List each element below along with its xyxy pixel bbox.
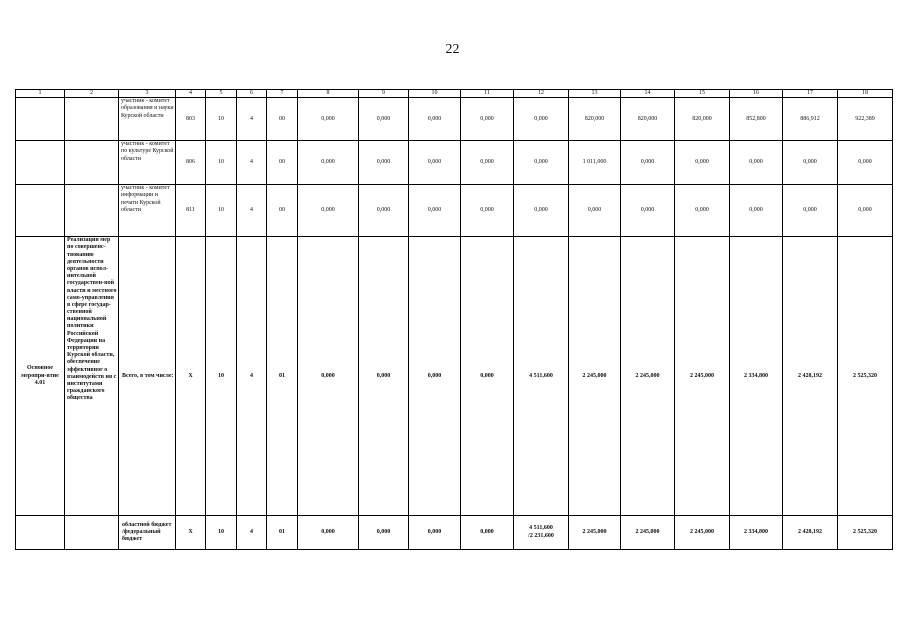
cell-value: 0,000 <box>359 185 409 237</box>
column-header: 10 <box>409 90 461 98</box>
cell-value: 0,000 <box>514 185 569 237</box>
cell-value: 0,000 <box>298 141 359 185</box>
column-header: 6 <box>237 90 267 98</box>
cell-participant: Всего, в том числе: <box>119 237 176 516</box>
cell-value: 2 334,800 <box>730 516 783 550</box>
cell-value: 2 245,000 <box>621 516 675 550</box>
cell-value: 0,000 <box>461 98 514 141</box>
cell-value: 2 245,000 <box>675 237 730 516</box>
cell-value: 0,000 <box>359 98 409 141</box>
column-header: 1 <box>16 90 65 98</box>
cell-status <box>16 185 65 237</box>
cell-participant: участник - комитет по культуре Курской области <box>119 141 176 185</box>
cell-value: 2 428,192 <box>783 516 838 550</box>
column-header: 12 <box>514 90 569 98</box>
cell-code: 4 <box>237 185 267 237</box>
column-header: 18 <box>838 90 893 98</box>
cell-value: 886,912 <box>783 98 838 141</box>
cell-value: 852,800 <box>730 98 783 141</box>
cell-value: 0,000 <box>514 141 569 185</box>
table-row <box>16 237 893 516</box>
column-header: 4 <box>176 90 206 98</box>
cell-status <box>16 516 65 550</box>
cell-value: 0,000 <box>675 141 730 185</box>
cell-code: 4 <box>237 141 267 185</box>
cell-code: Х <box>176 516 206 550</box>
value-federal-budget: /2 231,600 <box>528 532 554 539</box>
cell-value: 2 525,320 <box>838 516 893 550</box>
cell-value: 0,000 <box>621 185 675 237</box>
cell-value: 0,000 <box>838 141 893 185</box>
cell-value: 0,000 <box>730 141 783 185</box>
cell-value: 2 245,000 <box>569 237 621 516</box>
page-number: 22 <box>445 42 460 57</box>
column-header: 3 <box>119 90 176 98</box>
cell-value: 0,000 <box>359 141 409 185</box>
cell-value: 1 011,000 <box>569 141 621 185</box>
table-row <box>16 98 893 141</box>
cell-name <box>65 185 119 237</box>
column-header: 5 <box>206 90 237 98</box>
cell-code: 10 <box>206 237 237 516</box>
column-header: 8 <box>298 90 359 98</box>
column-header: 13 <box>569 90 621 98</box>
cell-code: 01 <box>267 516 298 550</box>
table-row <box>16 516 893 550</box>
cell-value: 0,000 <box>298 516 359 550</box>
cell-value: 0,000 <box>783 185 838 237</box>
cell-code: 00 <box>267 98 298 141</box>
column-header: 17 <box>783 90 838 98</box>
cell-value: 922,389 <box>838 98 893 141</box>
cell-value: 0,000 <box>675 185 730 237</box>
column-header: 7 <box>267 90 298 98</box>
cell-code: 811 <box>176 185 206 237</box>
column-header: 9 <box>359 90 409 98</box>
cell-code: 01 <box>267 237 298 516</box>
cell-code: 00 <box>267 141 298 185</box>
cell-value: 820,000 <box>569 98 621 141</box>
cell-value: 4 511,600 <box>514 237 569 516</box>
cell-value: 2 245,000 <box>569 516 621 550</box>
cell-code: 806 <box>176 141 206 185</box>
cell-value: 2 245,000 <box>675 516 730 550</box>
column-header: 16 <box>730 90 783 98</box>
cell-value: 2 245,000 <box>621 237 675 516</box>
cell-value: 0,000 <box>409 98 461 141</box>
cell-value: 0,000 <box>461 141 514 185</box>
value-regional-budget: 4 511,600 <box>529 525 553 532</box>
cell-name <box>65 141 119 185</box>
cell-name <box>65 98 119 141</box>
cell-value: 0,000 <box>409 141 461 185</box>
cell-code: 10 <box>206 98 237 141</box>
cell-value: 2 525,320 <box>838 237 893 516</box>
cell-participant: участник - комитет образования и науки Курской области <box>119 98 176 141</box>
cell-status: Основное меропри-ятие 4.01 <box>16 237 65 516</box>
table-row <box>16 185 893 237</box>
cell-value: 0,000 <box>298 237 359 516</box>
cell-value: 0,000 <box>783 141 838 185</box>
cell-value: 0,000 <box>359 237 409 516</box>
cell-value: 0,000 <box>298 185 359 237</box>
cell-value: 2 334,800 <box>730 237 783 516</box>
cell-value <box>514 516 569 550</box>
cell-value: 820,000 <box>675 98 730 141</box>
column-header: 15 <box>675 90 730 98</box>
column-header: 2 <box>65 90 119 98</box>
cell-code: 10 <box>206 141 237 185</box>
cell-participant: областной бюджет /федеральный бюджет <box>119 516 176 550</box>
cell-code: 10 <box>206 185 237 237</box>
cell-name: Реализация мер по совершенс-твованию деятельности органов испол-нительной государствен-ной власти и местного само-управления в сфере государ-ственной национальной политики Российской Федерации на территории Курской области, обеспечение эффективног о взаимодейств ия с институтами гражданского общества <box>65 237 119 516</box>
cell-code: 4 <box>237 98 267 141</box>
table-row <box>16 141 893 185</box>
cell-value: 0,000 <box>621 141 675 185</box>
cell-code: 4 <box>237 237 267 516</box>
cell-code: Х <box>176 237 206 516</box>
cell-value: 2 428,192 <box>783 237 838 516</box>
cell-code: 803 <box>176 98 206 141</box>
cell-value: 0,000 <box>409 185 461 237</box>
cell-value: 0,000 <box>461 237 514 516</box>
cell-value: 0,000 <box>514 98 569 141</box>
cell-participant: участник - комитет информации и печати Курской области <box>119 185 176 237</box>
cell-value: 0,000 <box>730 185 783 237</box>
header-row <box>16 90 893 98</box>
cell-value: 0,000 <box>569 185 621 237</box>
cell-code: 4 <box>237 516 267 550</box>
cell-value: 0,000 <box>298 98 359 141</box>
cell-code: 00 <box>267 185 298 237</box>
cell-status <box>16 141 65 185</box>
cell-status <box>16 98 65 141</box>
cell-value: 0,000 <box>838 185 893 237</box>
cell-code: 10 <box>206 516 237 550</box>
cell-value: 0,000 <box>359 516 409 550</box>
cell-value: 0,000 <box>409 237 461 516</box>
cell-value: 0,000 <box>461 516 514 550</box>
budget-table <box>15 89 893 550</box>
cell-value: 820,000 <box>621 98 675 141</box>
column-header: 14 <box>621 90 675 98</box>
column-header: 11 <box>461 90 514 98</box>
cell-value: 0,000 <box>461 185 514 237</box>
cell-name <box>65 516 119 550</box>
cell-value: 0,000 <box>409 516 461 550</box>
